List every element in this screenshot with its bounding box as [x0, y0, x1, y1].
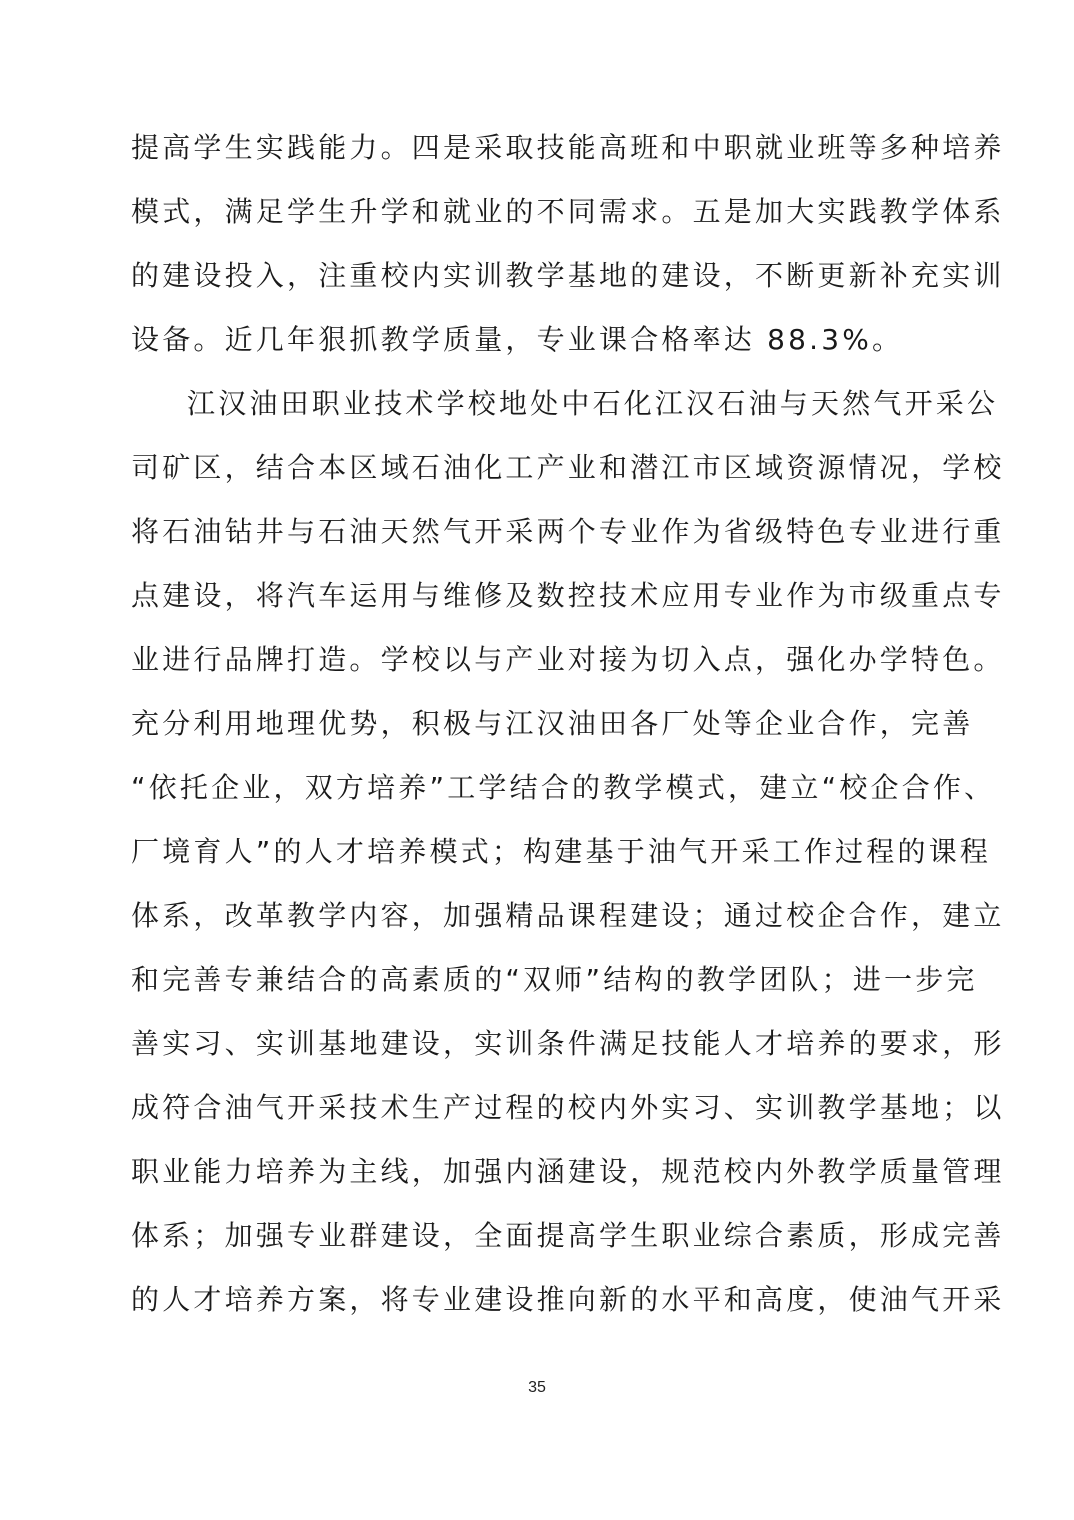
paragraph-1-line-1: 提高学生实践能力。四是采取技能高班和中职就业班等多种培养 [131, 131, 1005, 164]
paragraph-1-line-2: 模式，满足学生升学和就业的不同需求。五是加大实践教学体系 [131, 195, 1005, 228]
paragraph-2-line-6: 充分利用地理优势，积极与江汉油田各厂处等企业合作，完善 [131, 707, 974, 740]
paragraph-2-line-13: 职业能力培养为主线，加强内涵建设，规范校内外教学质量管理 [131, 1155, 1005, 1188]
paragraph-2-line-10: 和完善专兼结合的高素质的“双师”结构的教学团队；进一步完 [131, 963, 978, 996]
paragraph-2-line-7: “依托企业，双方培养”工学结合的教学模式，建立“校企合作、 [131, 771, 996, 804]
paragraph-2-line-11: 善实习、实训基地建设，实训条件满足技能人才培养的要求，形 [131, 1027, 1005, 1060]
paragraph-2-line-3: 将石油钻井与石油天然气开采两个专业作为省级特色专业进行重 [131, 515, 1005, 548]
paragraph-2-line-15: 的人才培养方案，将专业建设推向新的水平和高度，使油气开采 [131, 1283, 1005, 1316]
paragraph-2-line-4: 点建设，将汽车运用与维修及数控技术应用专业作为市级重点专 [131, 579, 1005, 612]
paragraph-2-line-5: 业进行品牌打造。学校以与产业对接为切入点，强化办学特色。 [131, 643, 1005, 676]
paragraph-2-line-2: 司矿区，结合本区域石油化工产业和潜江市区域资源情况，学校 [131, 451, 1005, 484]
paragraph-2-line-8: 厂境育人”的人才培养模式；构建基于油气开采工作过程的课程 [131, 835, 992, 868]
page-number: 35 [528, 1379, 546, 1396]
paragraph-1-line-4: 设备。近几年狠抓教学质量，专业课合格率达 88.3%。 [131, 323, 904, 356]
paragraph-2-line-14: 体系；加强专业群建设，全面提高学生职业综合素质，形成完善 [131, 1219, 1005, 1252]
paragraph-2-line-12: 成符合油气开采技术生产过程的校内外实习、实训教学基地；以 [131, 1091, 1005, 1124]
paragraph-2-line-9: 体系，改革教学内容，加强精品课程建设；通过校企合作，建立 [131, 899, 1005, 932]
paragraph-2-line-1: 江汉油田职业技术学校地处中石化江汉石油与天然气开采公 [187, 387, 999, 420]
paragraph-1-line-3: 的建设投入，注重校内实训教学基地的建设，不断更新补充实训 [131, 259, 1005, 292]
